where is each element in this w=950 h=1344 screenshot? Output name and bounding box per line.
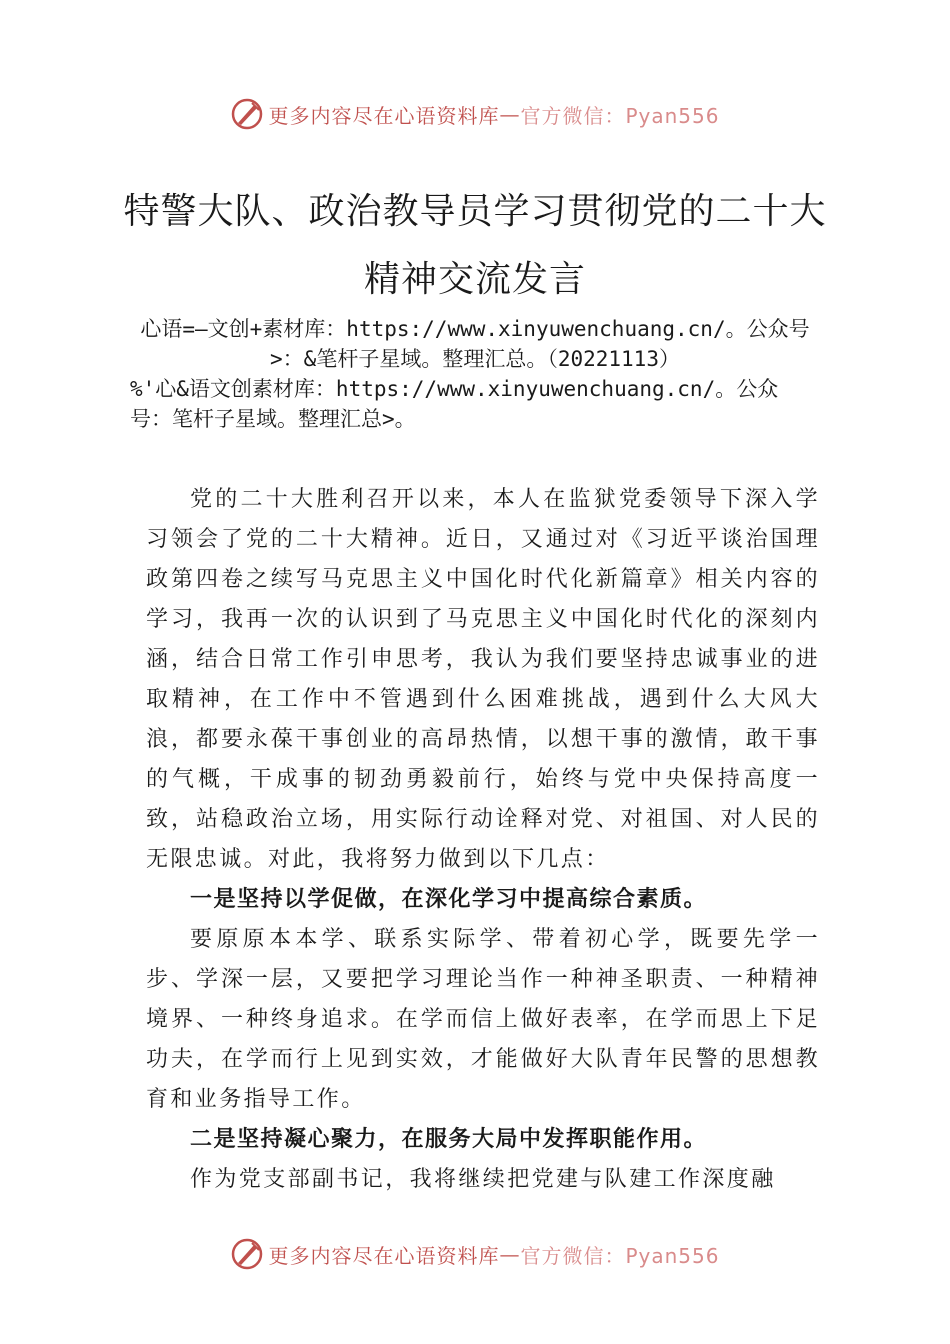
paragraph-2: 作为党支部副书记，我将继续把党建与队建工作深度融 <box>190 1167 776 1192</box>
source-note <box>130 314 820 434</box>
footer-banner <box>0 1232 950 1276</box>
quill-pen-icon <box>230 1237 264 1271</box>
source-line-1: 心语=—文创+素材库：https://www.xinyuwenchuang.cn/。公众号>：&笔杆子星域。整理汇总。（20221113） <box>140 317 810 371</box>
source-line-2: %'心&语文创素材库：https://www.xinyuwenchuang.cn/。公众号：笔杆子星域。整理汇总>。 <box>130 377 779 431</box>
banner-separator: — <box>499 1242 521 1266</box>
header-banner <box>0 92 950 136</box>
quill-pen-icon <box>230 97 264 131</box>
paragraph-intro: 党的二十大胜利召开以来，本人在监狱党委领导下深入学习领会了党的二十大精神。近日，又通过对《习近平谈治国理政第四卷之续写马克思主义中国化时代化新篇章》相关内容的学习，我再一次的认识到了马克思主义中国化时代化的深刻内涵，结合日常工作引申思考，我认为我们要坚持忠诚事业的进取精神，在工作中不管遇到什么困难挑战，遇到什么大风大浪，都要永葆干事创业的高昂热情，以想干事的激情，敢干事的气概，干成事的韧劲勇毅前行，始终与党中央保持高度一致，站稳政治立场，用实际行动诠释对党、对祖国、对人民的无限忠诚。对此，我将努力做到以下几点： <box>146 487 820 872</box>
banner-wechat-text: 官方微信：Pyan556 <box>520 103 720 128</box>
banner-wechat-text: 官方微信：Pyan556 <box>520 1243 720 1268</box>
document-title: 特警大队、政治教导员学习贯彻党的二十大精神交流发言 <box>123 191 827 300</box>
section-heading-2: 二是坚持凝心聚力，在服务大局中发挥职能作用。 <box>190 1127 708 1152</box>
document-body <box>146 480 820 1200</box>
section-heading-1: 一是坚持以学促做，在深化学习中提高综合素质。 <box>190 887 708 912</box>
banner-brand-text: 更多内容尽在心语资料库 <box>268 1243 500 1268</box>
banner-separator: — <box>499 102 521 126</box>
paragraph-1: 要原原本本学、联系实际学、带着初心学，既要先学一步、学深一层，又要把学习理论当作一种神圣职责、一种精神境界、一种终身追求。在学而信上做好表率，在学而思上下足功夫，在学而行上见到实效，才能做好大队青年民警的思想教育和业务指导工作。 <box>146 927 820 1112</box>
banner-brand-text: 更多内容尽在心语资料库 <box>268 103 500 128</box>
